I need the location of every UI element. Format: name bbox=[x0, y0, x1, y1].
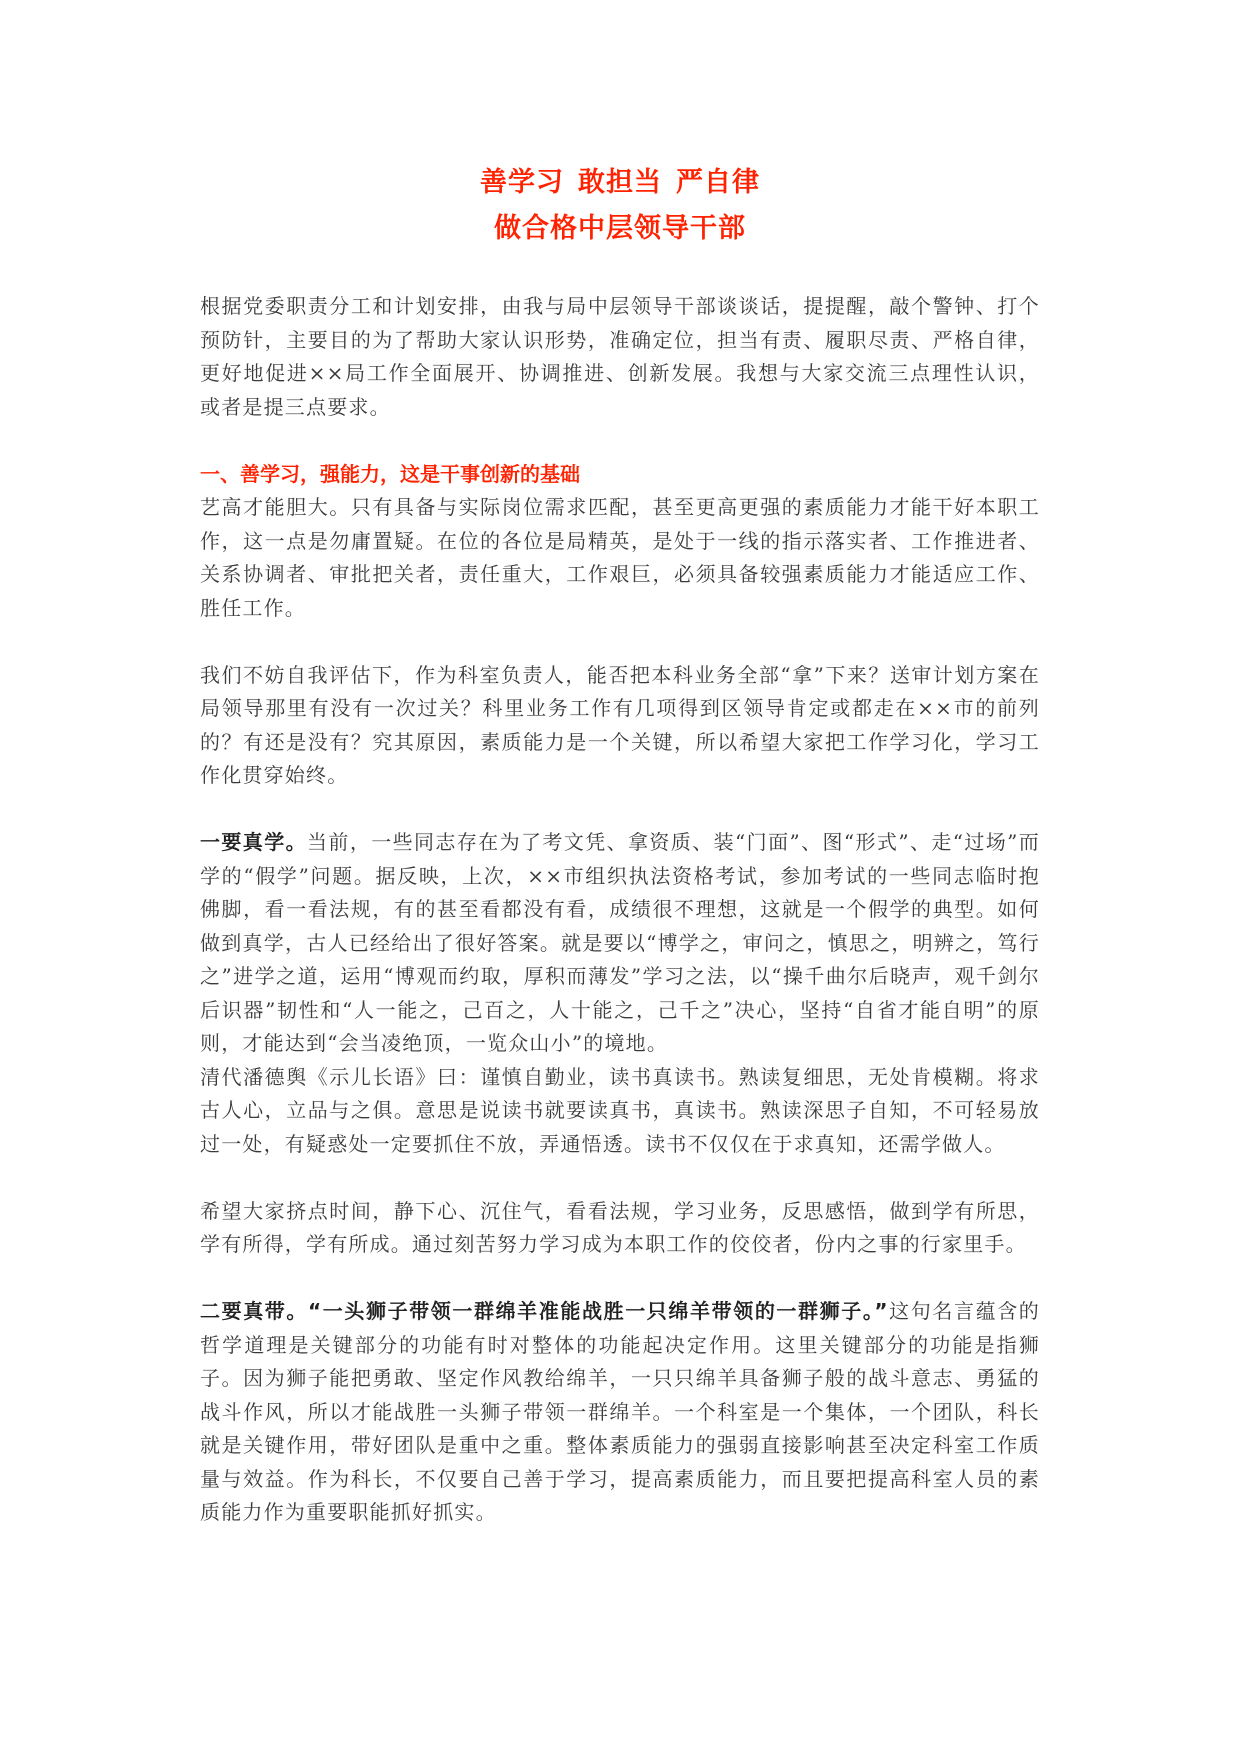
title-part-responsibility: 敢担当 bbox=[578, 167, 662, 198]
true-learning-text: 当前，一些同志存在为了考文凭、拿资质、装“门面”、图“形式”、走“过场”而学的“假学”问题。据反映，上次，××市组织执法资格考试，参加考试的一些同志临时抱佛脚，看一看法规，有的甚至看都没有看，成绩很不理想，这就是一个假学的典型。如何做到真学，古人已经给出了很好答案。就是要以“博学之，审问之，慎思之，明辨之，笃行之”进学之道，运用“博观而约取，厚积而薄发”学习之法，以“操千曲尔后晓声，观千剑尔后识器”韧性和“人一能之，己百之，人十能之，己千之”决心，坚持“自省才能自明”的原则，才能达到“会当凌绝顶，一览众山小”的境地。 bbox=[200, 830, 1041, 1055]
title-line-1 bbox=[0, 160, 1240, 206]
section-1-paragraph-1: 艺高才能胆大。只有具备与实际岗位需求匹配，甚至更高更强的素质能力才能干好本职工作，这一点是勿庸置疑。在位的各位是局精英，是处于一线的指示落实者、工作推进者、关系协调者、审批把关者，责任重大，工作艰巨，必须具备较强素质能力才能适应工作、胜任工作。 bbox=[200, 495, 1040, 620]
true-leading-text: 这句名言蕴含的哲学道理是关键部分的功能有时对整体的功能起决定作用。这里关键部分的功能是指狮子。因为狮子能把勇敢、坚定作风教给绵羊，一只只绵羊具备狮子般的战斗意志、勇猛的战斗作风，所以才能战胜一头狮子带领一群绵羊。一个科室是一个集体，一个团队，科长就是关键作用，带好团队是重中之重。整体素质能力的强弱直接影响甚至决定科室工作质量与效益。作为科长，不仅要自己善于学习，提高素质能力，而且要把提高科室人员的素质能力作为重要职能抓好抓实。 bbox=[200, 1299, 1040, 1524]
title-line-2: 做合格中层领导干部 bbox=[494, 213, 746, 244]
true-learning-lead: 一要真学。 bbox=[200, 830, 308, 854]
document-body bbox=[200, 290, 1040, 1530]
intro-paragraph: 根据党委职责分工和计划安排，由我与局中层领导干部谈谈话，提提醒，敲个警钟、打个预防针，主要目的为了帮助大家认识形势，准确定位，担当有责、履职尽责、严格自律，更好地促进××局工作全面展开、协调推进、创新发展。我想与大家交流三点理性认识，或者是提三点要求。 bbox=[200, 294, 1040, 419]
paragraph-spacer bbox=[200, 793, 1040, 827]
section-1-heading: 一、善学习，强能力，这是干事创新的基础 bbox=[200, 461, 580, 486]
paragraph-spacer bbox=[200, 1161, 1040, 1195]
true-leading-lead: 二要真带。“一头狮子带领一群绵羊准能战胜一只绵羊带领的一群狮子。” bbox=[200, 1299, 889, 1323]
section-1-paragraph-quote: 清代潘德舆《示儿长语》曰：谨慎自勤业，读书真读书。熟读复细思，无处肯模糊。将求古人心，立品与之俱。意思是说读书就要读真书，真读书。熟读深思子自知，不可轻易放过一处，有疑惑处一定要抓住不放，弄通悟透。读书不仅仅在于求真知，还需学做人。 bbox=[200, 1064, 1040, 1156]
paragraph-spacer bbox=[200, 625, 1040, 659]
section-1-paragraph-true-learning bbox=[200, 826, 1040, 1061]
title-part-discipline: 严自律 bbox=[676, 167, 760, 198]
document-title bbox=[0, 160, 1240, 252]
section-1-paragraph-2: 我们不妨自我评估下，作为科室负责人，能否把本科业务全部“拿”下来？送审计划方案在局领导那里有没有一次过关？科里业务工作有几项得到区领导肯定或都走在××市的前列的？有还是没有？究其原因，素质能力是一个关键，所以希望大家把工作学习化，学习工作化贯穿始终。 bbox=[200, 662, 1040, 787]
paragraph-spacer bbox=[200, 1262, 1040, 1296]
section-1-paragraph-hope: 希望大家挤点时间，静下心、沉住气，看看法规，学习业务，反思感悟，做到学有所思，学有所得，学有所成。通过刻苦努力学习成为本职工作的佼佼者，份内之事的行家里手。 bbox=[200, 1198, 1040, 1256]
title-part-learn: 善学习 bbox=[480, 167, 564, 198]
paragraph-spacer bbox=[200, 424, 1040, 458]
section-1-paragraph-true-leading bbox=[200, 1295, 1040, 1530]
